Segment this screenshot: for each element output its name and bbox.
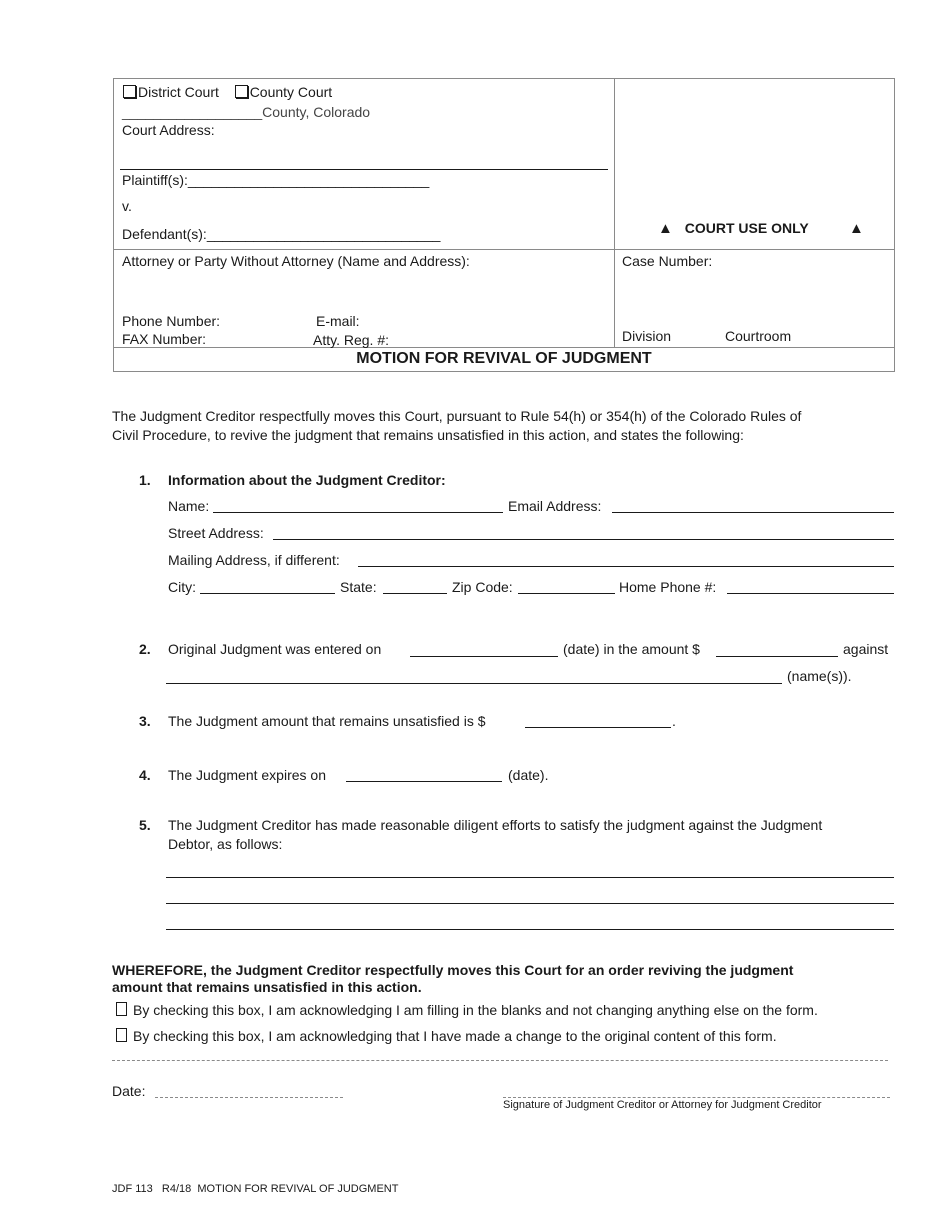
item4-number: 4. [139, 767, 151, 783]
fax-label: FAX Number: [122, 331, 207, 347]
footer-form-id: JDF 113 R4/18 MOTION FOR REVIVAL OF JUDGMENT [112, 1183, 399, 1195]
item1-email-label: Email Address: [508, 498, 602, 514]
item2-number: 2. [139, 641, 151, 657]
item1-street-input[interactable] [273, 539, 894, 540]
item5-efforts-input-1[interactable] [166, 877, 894, 878]
item1-number: 1. [139, 472, 151, 488]
versus-label: v. [122, 198, 132, 214]
caption-box-top [113, 78, 895, 79]
acknowledge-no-change-row [116, 1002, 818, 1018]
item1-zip-input[interactable] [518, 593, 615, 594]
caption-box-right [894, 78, 895, 371]
item5-line-1: The Judgment Creditor has made reasonable diligent efforts to satisfy the judgment against the Judgment [168, 817, 823, 833]
email-label: E-mail: [316, 313, 360, 329]
phone-label: Phone Number: [122, 313, 221, 329]
county-court-checkbox[interactable] [235, 85, 248, 98]
item4-date-input[interactable] [346, 781, 502, 782]
item3-text-b: . [672, 713, 676, 729]
court-type-row [123, 84, 332, 100]
date-input[interactable] [155, 1097, 343, 1098]
case-number-label: Case Number: [622, 253, 713, 269]
courtroom-label: Courtroom [725, 328, 792, 344]
signature-input[interactable] [503, 1097, 890, 1098]
division-label: Division [622, 328, 672, 344]
item1-email-input[interactable] [612, 512, 894, 513]
item2-text-b: (date) in the amount $ [563, 641, 700, 657]
wherefore-line-1: WHEREFORE, the Judgment Creditor respectfully moves this Court for an order reviving the judgment [112, 962, 794, 978]
intro-line-1: The Judgment Creditor respectfully moves this Court, pursuant to Rule 54(h) or 354(h) of the Colorado Rules of [112, 408, 802, 424]
item1-street-label: Street Address: [168, 525, 264, 541]
section-divider [112, 1060, 888, 1061]
caption-box-row2 [113, 347, 895, 348]
caption-box-bottom [113, 371, 895, 372]
item1-mailing-label: Mailing Address, if different: [168, 552, 340, 568]
item2-text-a: Original Judgment was entered on [168, 641, 382, 657]
item3-number: 3. [139, 713, 151, 729]
item2-names-input[interactable] [166, 683, 782, 684]
item1-zip-label: Zip Code: [452, 579, 513, 595]
item5-line-2: Debtor, as follows: [168, 836, 283, 852]
district-court-label: District Court [138, 84, 219, 100]
item5-efforts-input-2[interactable] [166, 903, 894, 904]
plaintiff-field: Plaintiff(s):_______________________________ [122, 172, 430, 188]
item5-number: 5. [139, 817, 151, 833]
item2-text-c: against [843, 641, 889, 657]
county-court-label: County Court [249, 84, 333, 100]
court-address-line [120, 169, 608, 170]
intro-line-2: Civil Procedure, to revive the judgment that remains unsatisfied in this action, and states the following: [112, 427, 744, 443]
item3-text-a: The Judgment amount that remains unsatisfied is $ [168, 713, 486, 729]
up-triangle-icon: ▲ [658, 220, 673, 237]
caption-box-divider [614, 78, 615, 347]
district-court-checkbox[interactable] [123, 85, 136, 98]
county-line: __________________County, Colorado [122, 104, 371, 120]
item5-efforts-input-3[interactable] [166, 929, 894, 930]
item1-home-phone-input[interactable] [727, 593, 894, 594]
item1-heading: Information about the Judgment Creditor: [168, 472, 446, 488]
form-title: MOTION FOR REVIVAL OF JUDGMENT [356, 350, 652, 367]
acknowledge-no-change-label: By checking this box, I am acknowledging I am filling in the blanks and not changing anything else on the form. [133, 1002, 818, 1018]
court-use-only-label: COURT USE ONLY [684, 220, 809, 236]
wherefore-line-2: amount that remains unsatisfied in this action. [112, 979, 422, 995]
court-use-only-row [658, 220, 809, 237]
item1-state-input[interactable] [383, 593, 447, 594]
item1-name-input[interactable] [213, 512, 503, 513]
acknowledge-change-row [116, 1028, 777, 1044]
item1-name-label: Name: [168, 498, 210, 514]
signature-label: Signature of Judgment Creditor or Attorney for Judgment Creditor [503, 1099, 822, 1111]
item4-text-a: The Judgment expires on [168, 767, 326, 783]
item4-text-b: (date). [508, 767, 549, 783]
item2-text-d: (name(s)). [787, 668, 852, 684]
item1-mailing-input[interactable] [358, 566, 894, 567]
court-address-label: Court Address: [122, 122, 215, 138]
caption-box-left [113, 78, 114, 371]
acknowledge-change-checkbox[interactable] [116, 1028, 127, 1042]
item2-amount-input[interactable] [716, 656, 838, 657]
item1-state-label: State: [340, 579, 377, 595]
attorney-label: Attorney or Party Without Attorney (Name and Address): [122, 253, 470, 269]
item1-city-input[interactable] [200, 593, 335, 594]
item1-home-phone-label: Home Phone #: [619, 579, 717, 595]
item2-date-input[interactable] [410, 656, 558, 657]
item3-amount-input[interactable] [525, 727, 671, 728]
item1-city-label: City: [168, 579, 196, 595]
date-label: Date: [112, 1083, 146, 1099]
defendant-field: Defendant(s):______________________________ [122, 226, 441, 242]
acknowledge-no-change-checkbox[interactable] [116, 1002, 127, 1016]
acknowledge-change-label: By checking this box, I am acknowledging that I have made a change to the original content of this form. [133, 1028, 777, 1044]
atty-reg-label: Atty. Reg. #: [313, 332, 389, 348]
up-triangle-icon-right: ▲ [849, 220, 864, 237]
caption-box-row1 [113, 249, 895, 250]
